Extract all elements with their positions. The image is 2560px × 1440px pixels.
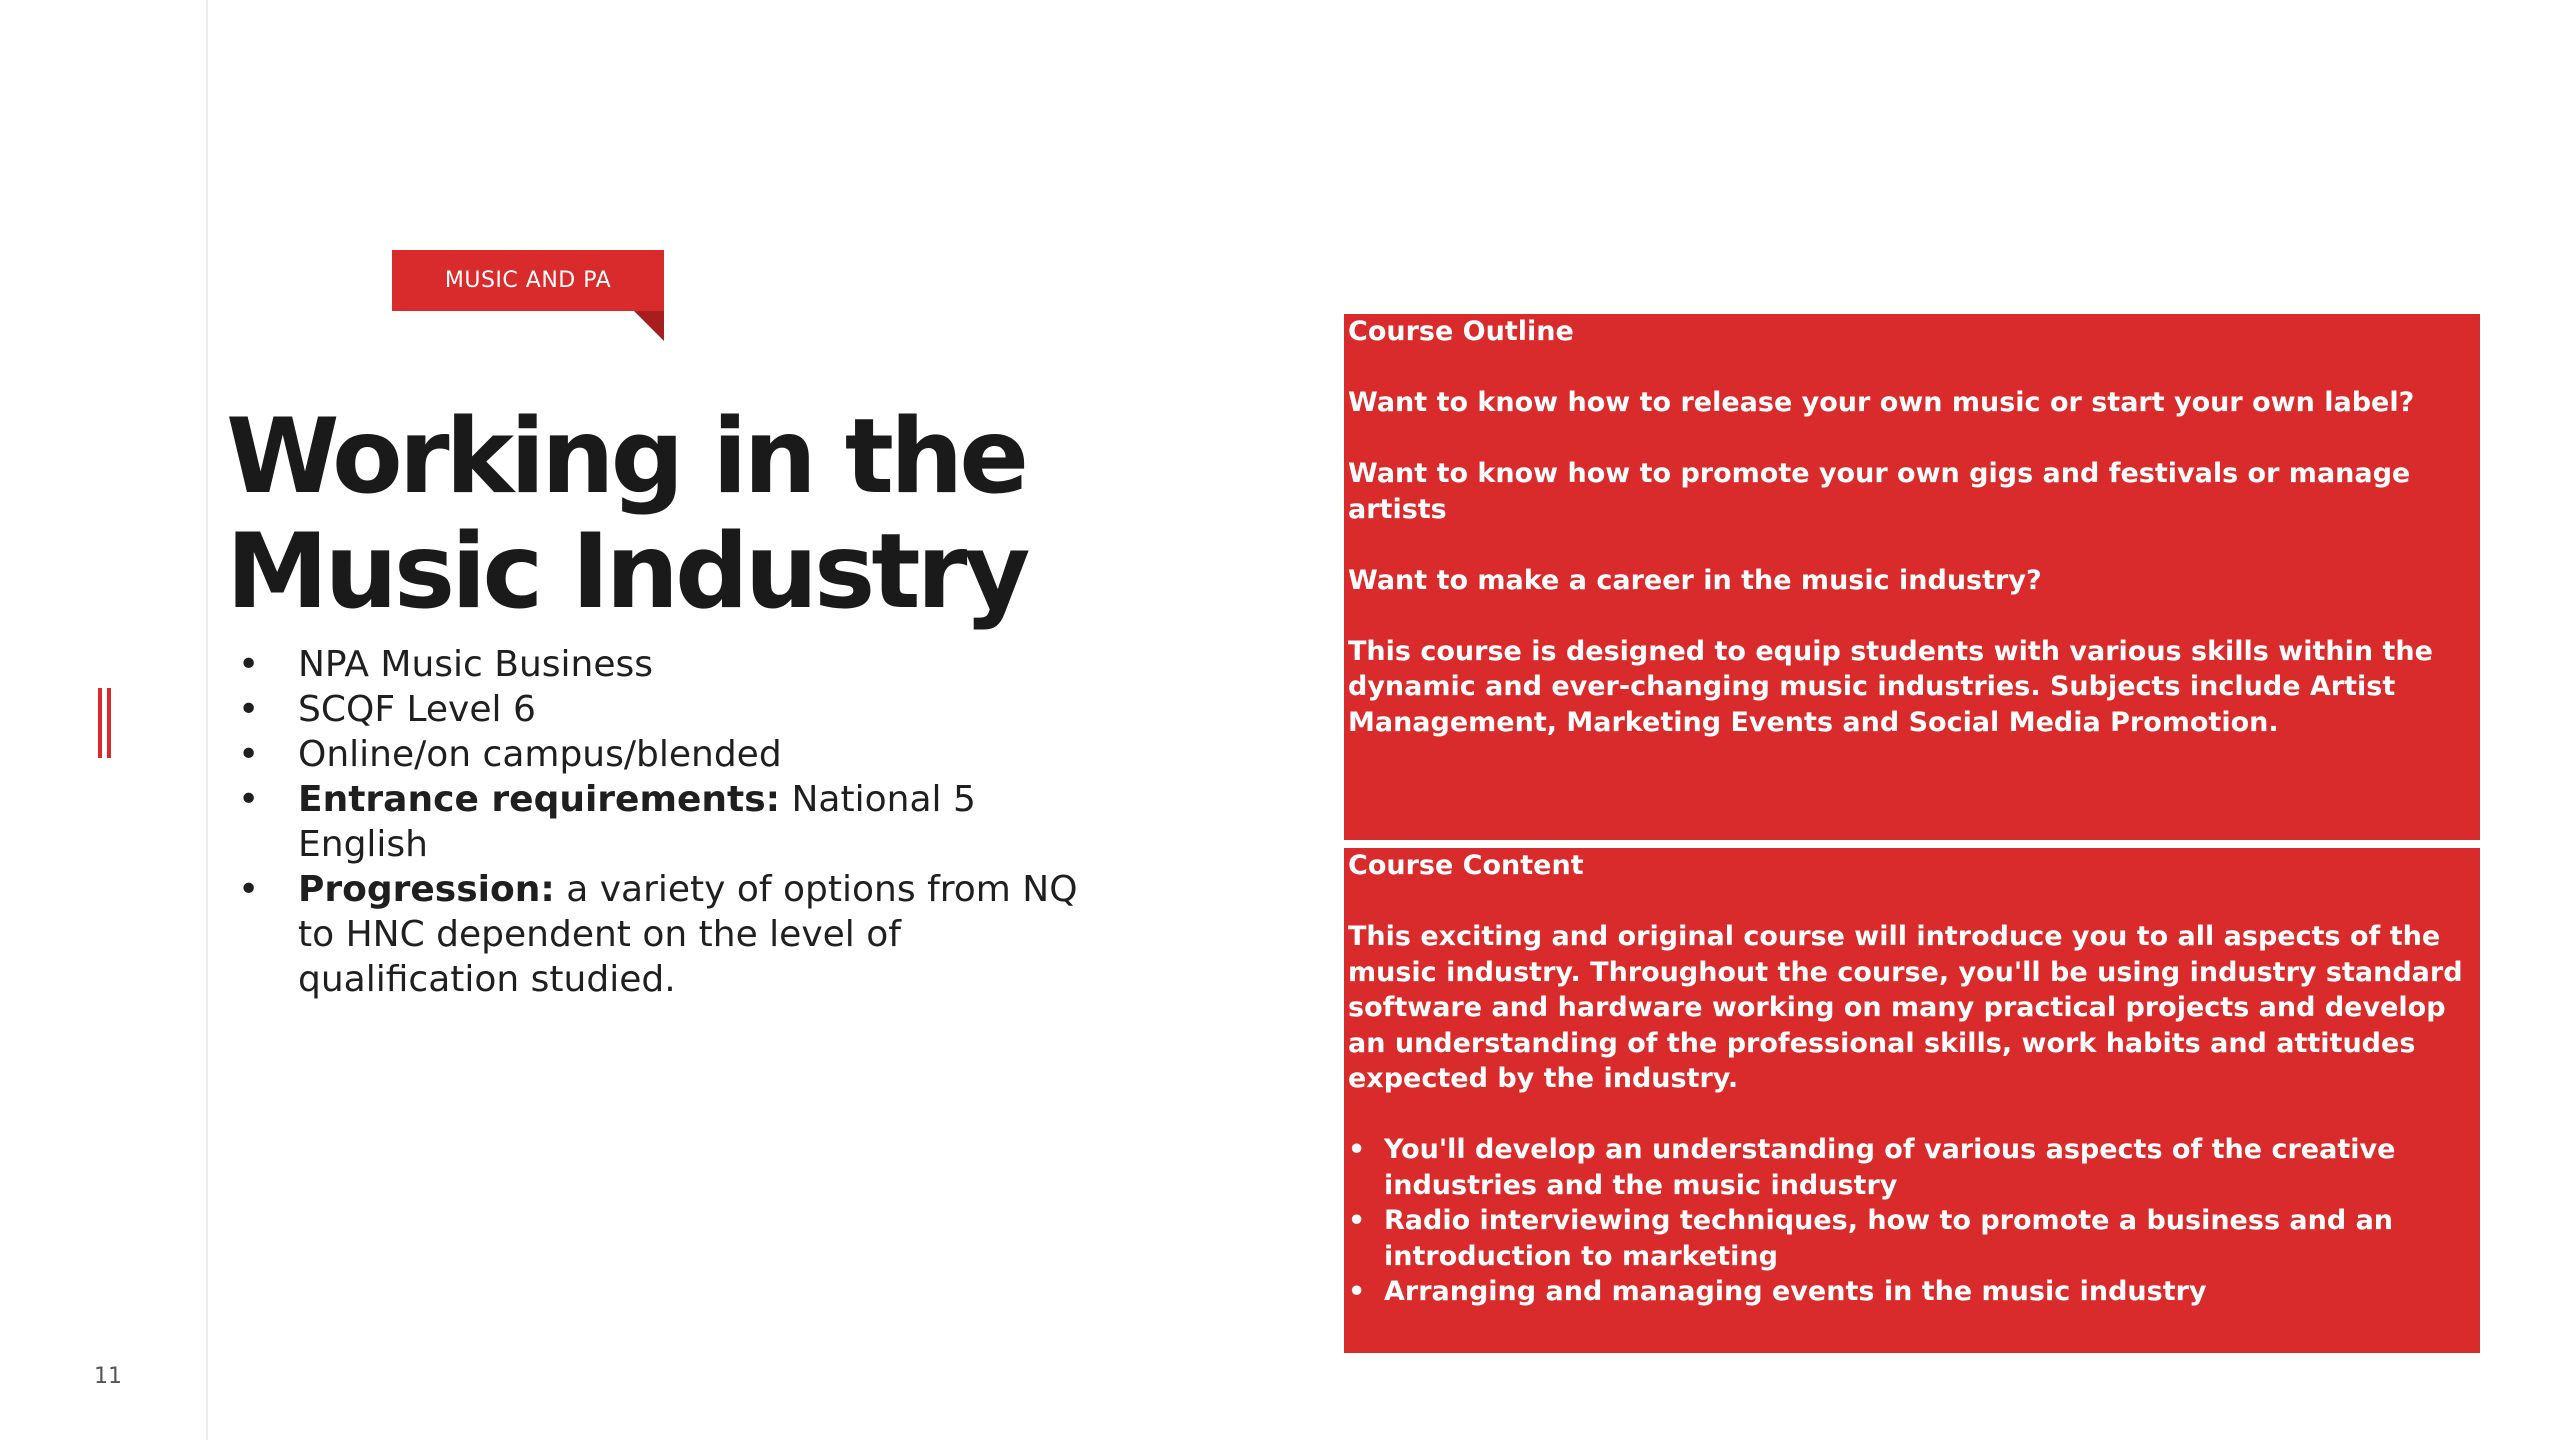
course-fact-label: Entrance requirements: bbox=[298, 779, 781, 820]
accent-bar-left bbox=[98, 688, 102, 758]
outline-question-2: Want to know how to promote your own gigs and festivals or manage artists bbox=[1348, 458, 2411, 525]
outline-description: This course is designed to equip students with various skills within the dynamic and ever-changing music industries. Subjects include Artist Management, Marketing Events and Social Media Promotion. bbox=[1348, 635, 2433, 738]
page-title-line-1: Working in the bbox=[226, 397, 1026, 517]
bullet-icon: • bbox=[1348, 1134, 1366, 1165]
content-item-text: Radio interviewing techniques, how to promote a business and an introduction to marketing bbox=[1384, 1205, 2394, 1272]
course-fact-item bbox=[238, 777, 1078, 867]
accent-bars bbox=[98, 688, 112, 758]
outline-question-3: Want to make a career in the music industry? bbox=[1348, 564, 2042, 596]
course-fact-text: SCQF Level 6 bbox=[298, 689, 536, 730]
course-fact-text: Online/on campus/blended bbox=[298, 734, 782, 775]
course-content-box bbox=[1344, 848, 2480, 1353]
page-title-line-2: Music Industry bbox=[226, 512, 1027, 632]
content-list-item bbox=[1348, 1203, 2470, 1274]
outline-question-1: Want to know how to release your own music or start your own label? bbox=[1348, 387, 2415, 418]
content-description: This exciting and original course will introduce you to all aspects of the music industry. Throughout the course, you'll be using industry standard software and hardware working on many practical projects and develop an understanding of the professional skills, work habits and attitudes expected by the industry. bbox=[1348, 921, 2463, 1094]
course-outline-box bbox=[1344, 314, 2480, 840]
bullet-icon: • bbox=[238, 644, 260, 685]
course-fact-item bbox=[238, 642, 1078, 687]
category-tag-fold bbox=[634, 311, 664, 341]
course-fact-text: a variety of options from NQ to HNC dependent on the level of qualification studied. bbox=[298, 869, 1078, 1000]
accent-bar-right bbox=[107, 688, 111, 758]
course-fact-text: National 5 English bbox=[298, 779, 976, 865]
bullet-icon: • bbox=[238, 734, 260, 775]
bullet-icon: • bbox=[238, 689, 260, 730]
course-outline-heading: Course Outline bbox=[1348, 316, 1574, 347]
course-content-heading: Course Content bbox=[1348, 850, 1584, 881]
page-title bbox=[226, 397, 1226, 632]
course-fact-label: Progression: bbox=[298, 869, 555, 910]
course-fact-item bbox=[238, 867, 1078, 1002]
bullet-icon: • bbox=[238, 779, 260, 820]
course-fact-text: NPA Music Business bbox=[298, 644, 654, 685]
sidebar-divider bbox=[206, 0, 208, 1440]
course-facts-list bbox=[238, 642, 1078, 1002]
bullet-icon: • bbox=[1348, 1276, 1366, 1307]
page-number: 11 bbox=[94, 1364, 122, 1389]
bullet-icon: • bbox=[1348, 1205, 1366, 1236]
course-fact-item bbox=[238, 732, 1078, 777]
content-items-list bbox=[1348, 1132, 2470, 1310]
category-tag: MUSIC AND PA bbox=[392, 250, 664, 311]
bullet-icon: • bbox=[238, 869, 260, 910]
course-fact-item bbox=[238, 687, 1078, 732]
content-item-text: Arranging and managing events in the music industry bbox=[1384, 1276, 2207, 1307]
content-item-text: You'll develop an understanding of various aspects of the creative industries and the music industry bbox=[1384, 1134, 2396, 1201]
content-list-item bbox=[1348, 1132, 2470, 1203]
content-list-item bbox=[1348, 1274, 2470, 1310]
